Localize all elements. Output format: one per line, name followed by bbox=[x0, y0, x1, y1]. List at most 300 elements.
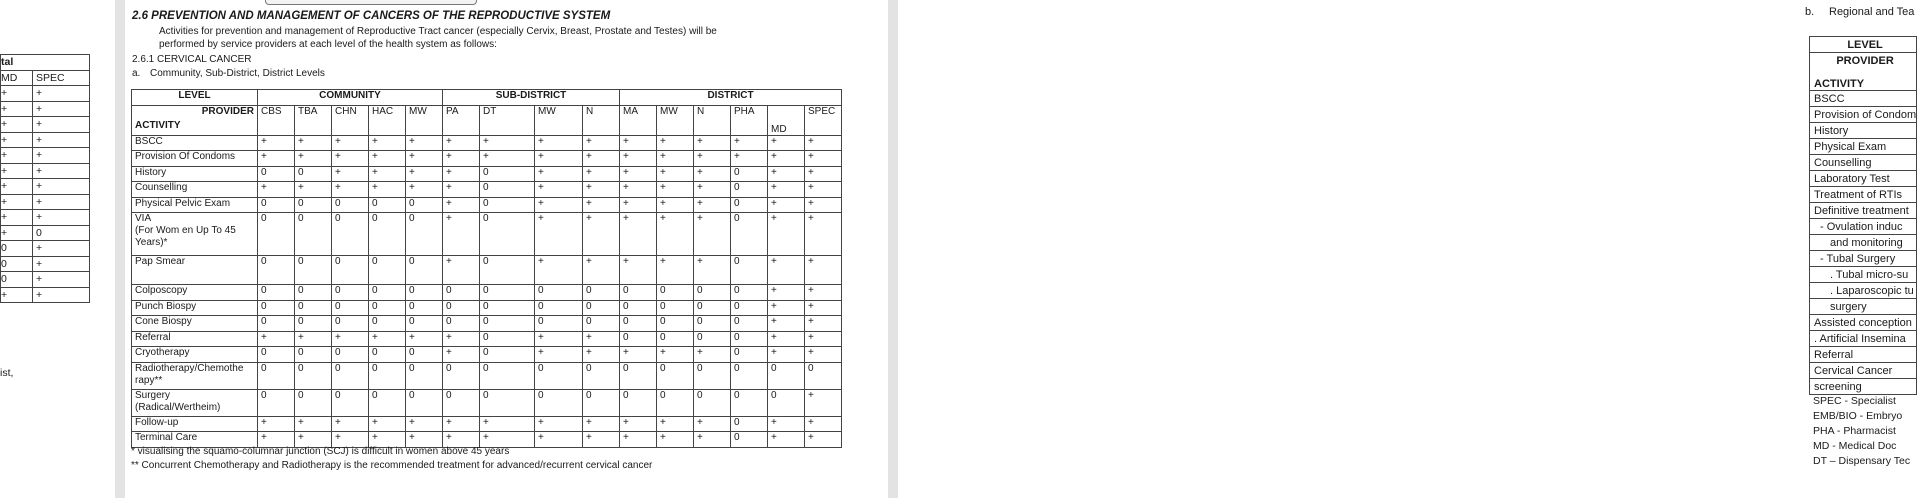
activity-row bbox=[132, 182, 842, 198]
value-cell: + bbox=[768, 347, 805, 363]
value-cell: 0 bbox=[332, 389, 369, 416]
value-cell: + bbox=[443, 197, 480, 213]
left-table-cell: + bbox=[1, 163, 33, 179]
value-cell: + bbox=[406, 331, 443, 347]
activity-header: ACTIVITY bbox=[132, 120, 258, 135]
value-cell: 0 bbox=[369, 300, 406, 316]
left-table-col-header: SPEC bbox=[33, 70, 90, 86]
value-cell: 0 bbox=[480, 166, 535, 182]
left-table-cell: + bbox=[33, 86, 90, 102]
right-table-row bbox=[1810, 171, 1917, 187]
value-cell: + bbox=[694, 432, 731, 448]
abbreviation-legend bbox=[1813, 394, 1910, 469]
value-cell: + bbox=[768, 197, 805, 213]
value-cell: 0 bbox=[768, 389, 805, 416]
value-cell: + bbox=[768, 331, 805, 347]
value-cell: + bbox=[694, 256, 731, 285]
left-table-cell: 0 bbox=[1, 256, 33, 272]
value-cell: + bbox=[583, 347, 620, 363]
activity-row bbox=[132, 416, 842, 432]
value-cell: + bbox=[768, 416, 805, 432]
right-activity-name: screening bbox=[1810, 379, 1917, 395]
value-cell: + bbox=[694, 347, 731, 363]
right-sub-b-heading bbox=[1805, 6, 1914, 18]
right-table-row bbox=[1810, 299, 1917, 315]
value-cell: 0 bbox=[731, 182, 768, 198]
right-level-header: LEVEL bbox=[1810, 37, 1917, 53]
value-cell: + bbox=[443, 166, 480, 182]
activity-name: Counselling bbox=[132, 182, 258, 198]
value-cell: 0 bbox=[295, 166, 332, 182]
cervical-cancer-table bbox=[131, 89, 842, 448]
provider-column-header: PHA bbox=[731, 105, 768, 135]
value-cell: 0 bbox=[258, 316, 295, 332]
value-cell: 0 bbox=[657, 316, 694, 332]
legend-entry: MD - Medical Doc bbox=[1813, 440, 1897, 452]
value-cell: 0 bbox=[406, 285, 443, 301]
activity-name: Terminal Care bbox=[132, 432, 258, 448]
value-cell: 0 bbox=[620, 331, 657, 347]
value-cell: 0 bbox=[694, 300, 731, 316]
value-cell: + bbox=[443, 432, 480, 448]
provider-column-header: MW bbox=[406, 105, 443, 135]
right-activity-name: Referral bbox=[1810, 347, 1917, 363]
provider-column-header: HAC bbox=[369, 105, 406, 135]
value-cell: + bbox=[369, 166, 406, 182]
value-cell: 0 bbox=[768, 362, 805, 389]
value-cell: + bbox=[694, 182, 731, 198]
left-table-cell: + bbox=[1, 86, 33, 102]
value-cell: 0 bbox=[406, 213, 443, 256]
value-cell: + bbox=[805, 135, 842, 151]
value-cell: + bbox=[657, 197, 694, 213]
value-cell: + bbox=[657, 166, 694, 182]
value-cell: 0 bbox=[332, 347, 369, 363]
value-cell: + bbox=[805, 285, 842, 301]
value-cell: 0 bbox=[480, 197, 535, 213]
left-table-row bbox=[1, 132, 90, 148]
left-table-cell: + bbox=[33, 163, 90, 179]
value-cell: + bbox=[535, 416, 583, 432]
activity-row bbox=[132, 197, 842, 213]
value-cell: 0 bbox=[583, 316, 620, 332]
right-activity-name: Counselling bbox=[1810, 155, 1917, 171]
provider-column-header: PA bbox=[443, 105, 480, 135]
value-cell: 0 bbox=[406, 197, 443, 213]
right-activity-name: - Ovulation induc bbox=[1810, 219, 1917, 235]
group-header: DISTRICT bbox=[620, 90, 842, 106]
value-cell: 0 bbox=[443, 300, 480, 316]
value-cell: + bbox=[731, 135, 768, 151]
value-cell: + bbox=[694, 213, 731, 256]
left-page-fragment bbox=[0, 0, 115, 498]
activity-name: Referral bbox=[132, 331, 258, 347]
activity-name: Surgery (Radical/Wertheim) bbox=[132, 389, 258, 416]
value-cell: + bbox=[332, 331, 369, 347]
left-table-row bbox=[1, 287, 90, 303]
value-cell: 0 bbox=[295, 213, 332, 256]
value-cell: + bbox=[805, 151, 842, 167]
value-cell: + bbox=[694, 197, 731, 213]
section-title: 2.6 PREVENTION AND MANAGEMENT OF CANCERS OF THE REPRODUCTIVE SYSTEM bbox=[132, 10, 611, 22]
value-cell: + bbox=[535, 166, 583, 182]
sub-b-text: Regional and Tea bbox=[1829, 6, 1915, 18]
activity-name: BSCC bbox=[132, 135, 258, 151]
value-cell: 0 bbox=[480, 389, 535, 416]
provider-column-header: CBS bbox=[258, 105, 295, 135]
value-cell: + bbox=[694, 135, 731, 151]
value-cell: 0 bbox=[369, 362, 406, 389]
provider-column-header: CHN bbox=[332, 105, 369, 135]
value-cell: 0 bbox=[443, 285, 480, 301]
value-cell: 0 bbox=[805, 362, 842, 389]
value-cell: + bbox=[443, 213, 480, 256]
left-table-cell: + bbox=[1, 148, 33, 164]
left-table-cell: + bbox=[1, 210, 33, 226]
value-cell: + bbox=[620, 135, 657, 151]
value-cell: 0 bbox=[406, 300, 443, 316]
value-cell: 0 bbox=[731, 316, 768, 332]
value-cell: 0 bbox=[731, 389, 768, 416]
value-cell: 0 bbox=[731, 213, 768, 256]
value-cell: + bbox=[369, 331, 406, 347]
right-table-row bbox=[1810, 315, 1917, 331]
value-cell: + bbox=[583, 432, 620, 448]
value-cell: + bbox=[258, 182, 295, 198]
value-cell: 0 bbox=[332, 197, 369, 213]
left-table-cell: + bbox=[1, 117, 33, 133]
value-cell: + bbox=[406, 151, 443, 167]
value-cell: + bbox=[406, 432, 443, 448]
value-cell: + bbox=[443, 331, 480, 347]
value-cell: + bbox=[480, 432, 535, 448]
value-cell: + bbox=[657, 213, 694, 256]
right-activity-name: History bbox=[1810, 123, 1917, 139]
value-cell: 0 bbox=[731, 331, 768, 347]
value-cell: + bbox=[768, 135, 805, 151]
value-cell: + bbox=[369, 432, 406, 448]
activity-row bbox=[132, 256, 842, 285]
value-cell: + bbox=[583, 331, 620, 347]
value-cell: + bbox=[258, 432, 295, 448]
provider-column-header: MA bbox=[620, 105, 657, 135]
value-cell: 0 bbox=[369, 285, 406, 301]
value-cell: + bbox=[332, 432, 369, 448]
value-cell: 0 bbox=[332, 213, 369, 256]
value-cell: + bbox=[406, 135, 443, 151]
value-cell: 0 bbox=[295, 197, 332, 213]
value-cell: 0 bbox=[731, 432, 768, 448]
right-activity-name: Cervical Cancer bbox=[1810, 363, 1917, 379]
left-table-cell: + bbox=[33, 256, 90, 272]
value-cell: + bbox=[369, 151, 406, 167]
value-cell: 0 bbox=[443, 362, 480, 389]
value-cell: 0 bbox=[258, 256, 295, 285]
value-cell: + bbox=[805, 389, 842, 416]
sub-a-text: Community, Sub-District, District Levels bbox=[150, 68, 325, 79]
right-activity-name: Laboratory Test bbox=[1810, 171, 1917, 187]
activity-name: History bbox=[132, 166, 258, 182]
right-activity-name: Definitive treatment bbox=[1810, 203, 1917, 219]
value-cell: + bbox=[295, 331, 332, 347]
value-cell: + bbox=[768, 316, 805, 332]
value-cell: + bbox=[295, 432, 332, 448]
right-table-row bbox=[1810, 203, 1917, 219]
left-table-cell: + bbox=[33, 194, 90, 210]
value-cell: 0 bbox=[332, 285, 369, 301]
value-cell: 0 bbox=[295, 389, 332, 416]
sub-a-label: a. bbox=[132, 68, 141, 79]
activity-name: Punch Biospy bbox=[132, 300, 258, 316]
value-cell: + bbox=[657, 256, 694, 285]
value-cell: 0 bbox=[332, 300, 369, 316]
value-cell: + bbox=[731, 151, 768, 167]
value-cell: + bbox=[805, 166, 842, 182]
value-cell: + bbox=[805, 432, 842, 448]
activity-name: Pap Smear bbox=[132, 256, 258, 285]
value-cell: + bbox=[768, 300, 805, 316]
left-footer-text: ist, bbox=[0, 367, 14, 379]
value-cell: + bbox=[768, 151, 805, 167]
activity-name: Physical Pelvic Exam bbox=[132, 197, 258, 213]
value-cell: + bbox=[805, 182, 842, 198]
value-cell: 0 bbox=[657, 331, 694, 347]
value-cell: + bbox=[694, 151, 731, 167]
value-cell: 0 bbox=[369, 197, 406, 213]
value-cell: 0 bbox=[535, 285, 583, 301]
value-cell: 0 bbox=[332, 316, 369, 332]
value-cell: + bbox=[694, 166, 731, 182]
value-cell: + bbox=[768, 432, 805, 448]
value-cell: + bbox=[620, 213, 657, 256]
value-cell: 0 bbox=[694, 389, 731, 416]
right-partial-table bbox=[1809, 36, 1917, 395]
activity-name: Cryotherapy bbox=[132, 347, 258, 363]
value-cell: + bbox=[480, 416, 535, 432]
value-cell: + bbox=[535, 151, 583, 167]
left-table-cell: + bbox=[1, 225, 33, 241]
value-cell: 0 bbox=[731, 362, 768, 389]
right-table-row bbox=[1810, 347, 1917, 363]
left-table-cell: + bbox=[33, 287, 90, 303]
activity-row bbox=[132, 166, 842, 182]
value-cell: + bbox=[480, 135, 535, 151]
value-cell: 0 bbox=[731, 285, 768, 301]
value-cell: + bbox=[583, 182, 620, 198]
right-activity-name: . Laparoscopic tu bbox=[1810, 283, 1917, 299]
right-activity-name: Provision of Condom bbox=[1810, 107, 1917, 123]
right-activity-name: Treatment of RTIs bbox=[1810, 187, 1917, 203]
value-cell: + bbox=[620, 166, 657, 182]
value-cell: 0 bbox=[583, 362, 620, 389]
value-cell: + bbox=[805, 256, 842, 285]
value-cell: + bbox=[805, 300, 842, 316]
left-table-header-partial: tal bbox=[1, 55, 90, 71]
value-cell: 0 bbox=[258, 300, 295, 316]
value-cell: + bbox=[480, 151, 535, 167]
footnote-scj: * visualising the squamo-columnar junction (SCJ) is difficult in women above 45 years bbox=[131, 446, 510, 457]
value-cell: 0 bbox=[694, 331, 731, 347]
left-table-cell: + bbox=[33, 117, 90, 133]
activity-row bbox=[132, 432, 842, 448]
value-cell: 0 bbox=[480, 256, 535, 285]
value-cell: + bbox=[768, 182, 805, 198]
right-activity-name: . Artificial Insemina bbox=[1810, 331, 1917, 347]
left-table-cell: + bbox=[33, 148, 90, 164]
activity-row bbox=[132, 347, 842, 363]
value-cell: 0 bbox=[480, 182, 535, 198]
right-table-row bbox=[1810, 139, 1917, 155]
value-cell: 0 bbox=[406, 316, 443, 332]
value-cell: 0 bbox=[258, 213, 295, 256]
value-cell: + bbox=[332, 182, 369, 198]
left-table-cell: + bbox=[1, 132, 33, 148]
value-cell: + bbox=[406, 166, 443, 182]
left-table-row bbox=[1, 117, 90, 133]
value-cell: 0 bbox=[480, 362, 535, 389]
value-cell: + bbox=[535, 256, 583, 285]
value-cell: 0 bbox=[369, 347, 406, 363]
value-cell: 0 bbox=[480, 347, 535, 363]
provider-column-header: TBA bbox=[295, 105, 332, 135]
value-cell: 0 bbox=[731, 300, 768, 316]
value-cell: + bbox=[443, 416, 480, 432]
group-header: COMMUNITY bbox=[258, 90, 443, 106]
left-table-row bbox=[1, 163, 90, 179]
left-table-cell: + bbox=[1, 287, 33, 303]
legend-entry: SPEC - Specialist bbox=[1813, 395, 1896, 407]
left-table-row bbox=[1, 272, 90, 288]
left-table-row bbox=[1, 194, 90, 210]
value-cell: 0 bbox=[258, 166, 295, 182]
value-cell: + bbox=[620, 197, 657, 213]
value-cell: + bbox=[805, 331, 842, 347]
value-cell: + bbox=[535, 135, 583, 151]
activity-row bbox=[132, 151, 842, 167]
value-cell: + bbox=[295, 182, 332, 198]
value-cell: + bbox=[258, 416, 295, 432]
value-cell: + bbox=[332, 135, 369, 151]
value-cell: + bbox=[369, 135, 406, 151]
value-cell: 0 bbox=[443, 389, 480, 416]
legend-entry: PHA - Pharmacist bbox=[1813, 425, 1896, 437]
value-cell: + bbox=[657, 151, 694, 167]
value-cell: + bbox=[657, 182, 694, 198]
right-activity-name: . Tubal micro-su bbox=[1810, 267, 1917, 283]
value-cell: + bbox=[805, 416, 842, 432]
right-activity-name: BSCC bbox=[1810, 91, 1917, 107]
legend-entry: EMB/BIO - Embryo bbox=[1813, 410, 1903, 422]
right-activity-name: surgery bbox=[1810, 299, 1917, 315]
right-activity-header: ACTIVITY bbox=[1810, 68, 1917, 91]
value-cell: + bbox=[768, 213, 805, 256]
value-cell: 0 bbox=[332, 256, 369, 285]
right-table-row bbox=[1810, 363, 1917, 379]
provider-column-header: DT bbox=[480, 105, 535, 135]
value-cell: 0 bbox=[406, 389, 443, 416]
right-table-row bbox=[1810, 219, 1917, 235]
left-table-cell: 0 bbox=[1, 272, 33, 288]
right-table-row bbox=[1810, 155, 1917, 171]
provider-column-header: MD bbox=[768, 105, 805, 135]
value-cell: + bbox=[443, 256, 480, 285]
left-table-cell: 0 bbox=[1, 241, 33, 257]
right-table-row bbox=[1810, 107, 1917, 123]
value-cell: + bbox=[620, 256, 657, 285]
value-cell: 0 bbox=[295, 347, 332, 363]
value-cell: + bbox=[768, 166, 805, 182]
left-table-row bbox=[1, 101, 90, 117]
level-header: LEVEL bbox=[132, 90, 258, 106]
value-cell: 0 bbox=[620, 300, 657, 316]
value-cell: 0 bbox=[657, 389, 694, 416]
left-table-cell: + bbox=[33, 272, 90, 288]
right-table-row bbox=[1810, 379, 1917, 395]
value-cell: 0 bbox=[258, 197, 295, 213]
value-cell: + bbox=[295, 151, 332, 167]
right-provider-header: PROVIDER bbox=[1810, 53, 1917, 69]
value-cell: + bbox=[535, 432, 583, 448]
value-cell: + bbox=[768, 285, 805, 301]
activity-row bbox=[132, 135, 842, 151]
right-table-row bbox=[1810, 123, 1917, 139]
left-table-row bbox=[1, 86, 90, 102]
right-table-row bbox=[1810, 283, 1917, 299]
provider-column-header: MW bbox=[657, 105, 694, 135]
left-table-cell: + bbox=[1, 101, 33, 117]
value-cell: 0 bbox=[583, 285, 620, 301]
provider-column-header: SPEC bbox=[805, 105, 842, 135]
value-cell: 0 bbox=[657, 362, 694, 389]
activity-row bbox=[132, 331, 842, 347]
right-page-fragment bbox=[898, 0, 1917, 498]
left-table-cell: + bbox=[1, 194, 33, 210]
activity-row bbox=[132, 389, 842, 416]
value-cell: 0 bbox=[295, 300, 332, 316]
value-cell: + bbox=[443, 151, 480, 167]
value-cell: 0 bbox=[295, 285, 332, 301]
value-cell: + bbox=[332, 166, 369, 182]
value-cell: + bbox=[258, 135, 295, 151]
value-cell: 0 bbox=[406, 256, 443, 285]
value-cell: 0 bbox=[620, 362, 657, 389]
value-cell: + bbox=[805, 316, 842, 332]
left-table-row bbox=[1, 210, 90, 226]
value-cell: 0 bbox=[731, 166, 768, 182]
intro-paragraph: Activities for prevention and management of Reproductive Tract cancer (especially Cervix, Breast, Prostate and Testes) will be performed by service providers at each level of the health system as follows: bbox=[159, 26, 717, 50]
value-cell: + bbox=[657, 416, 694, 432]
value-cell: 0 bbox=[731, 416, 768, 432]
activity-row bbox=[132, 300, 842, 316]
activity-name: Radiotherapy/Chemothe rapy** bbox=[132, 362, 258, 389]
right-table-row bbox=[1810, 267, 1917, 283]
value-cell: + bbox=[694, 416, 731, 432]
value-cell: + bbox=[332, 416, 369, 432]
activity-name: Cone Biospy bbox=[132, 316, 258, 332]
value-cell: + bbox=[258, 151, 295, 167]
value-cell: 0 bbox=[369, 316, 406, 332]
left-table-cell: + bbox=[33, 101, 90, 117]
right-activity-name: and monitoring bbox=[1810, 235, 1917, 251]
value-cell: 0 bbox=[657, 285, 694, 301]
left-table-row bbox=[1, 241, 90, 257]
right-table-row bbox=[1810, 91, 1917, 107]
left-table-row bbox=[1, 148, 90, 164]
group-header: SUB-DISTRICT bbox=[443, 90, 620, 106]
value-cell: + bbox=[583, 213, 620, 256]
right-activity-name: - Tubal Surgery bbox=[1810, 251, 1917, 267]
value-cell: 0 bbox=[480, 213, 535, 256]
